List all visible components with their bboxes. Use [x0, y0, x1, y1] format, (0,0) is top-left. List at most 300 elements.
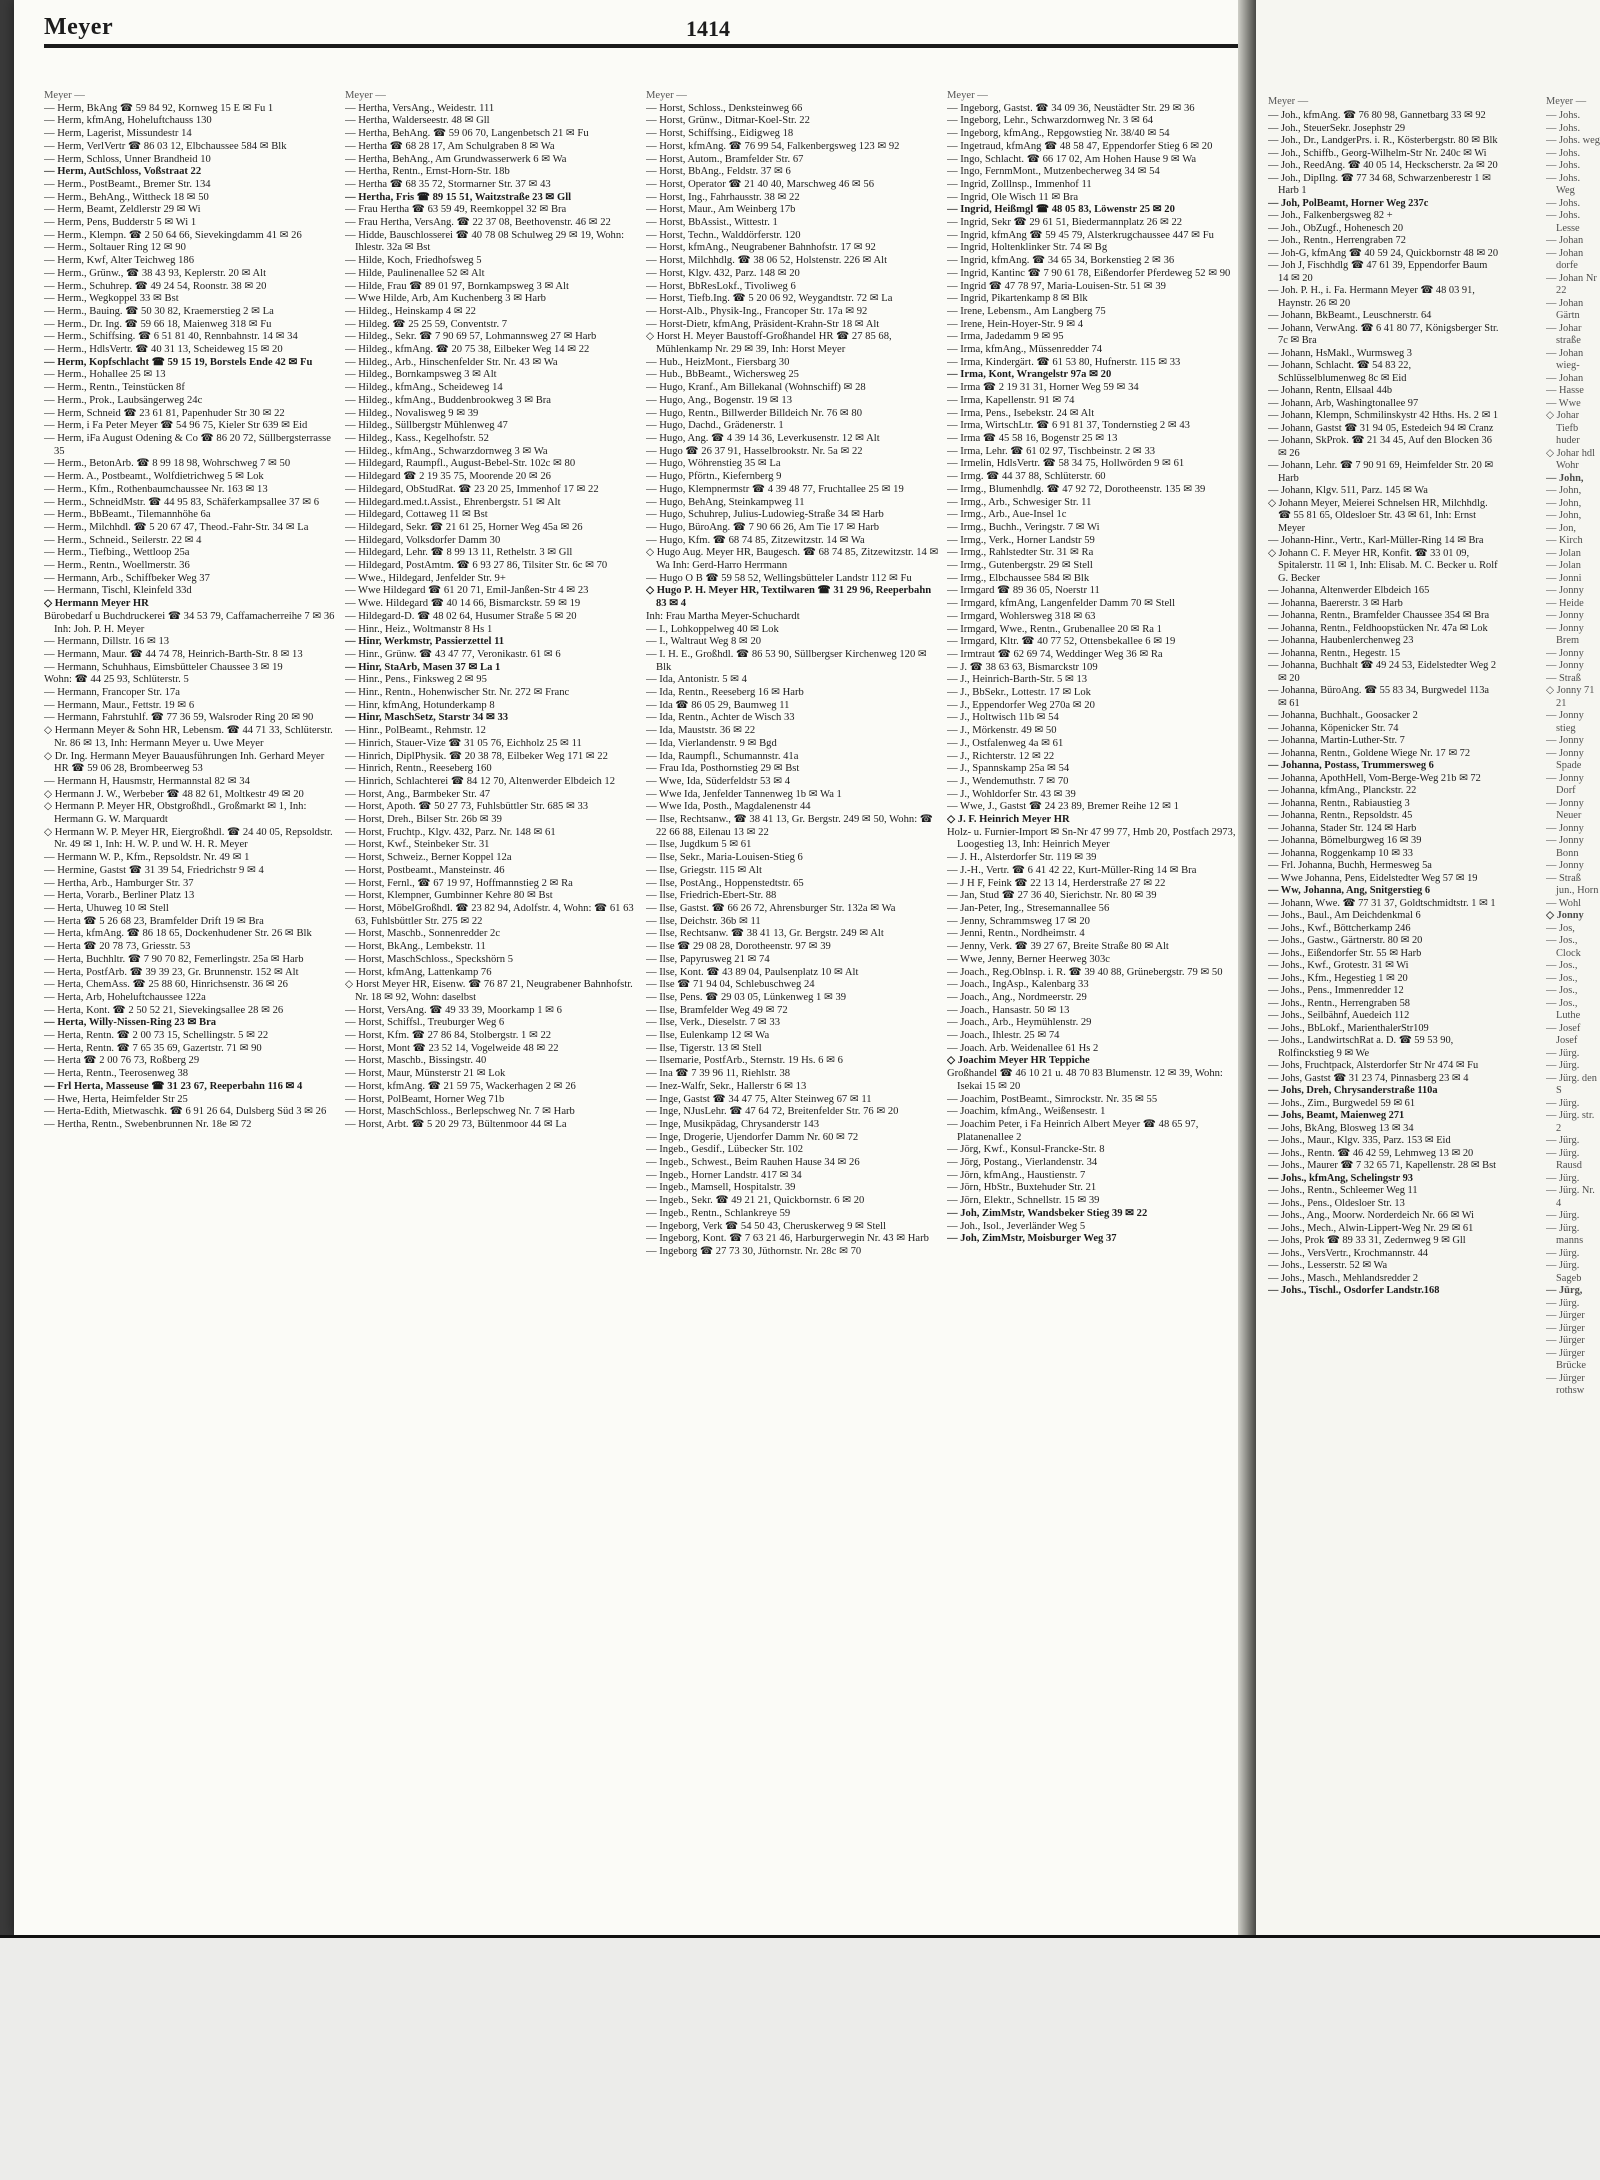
directory-entry: — Ilse, Jugdkum 5 ✉ 61 [646, 839, 752, 851]
directory-entry: ◇ Johar hdl Wohr [1546, 447, 1595, 471]
directory-entry: — Herm., Rentn., Woellmerstr. 36 [44, 560, 190, 572]
directory-entry: — Hildeg., Arb., Hinschenfelder Str. Nr. 43 ✉ Wa [345, 356, 558, 368]
directory-entry: — Herta, Rentn., Teerosenweg 38 [44, 1068, 189, 1080]
directory-entry: — Horst, BbResLokf., Tivoliweg 6 [646, 280, 796, 292]
directory-entry: — J., Wohldorfer Str. 43 ✉ 39 [947, 788, 1076, 800]
directory-entry: — Hermann, Dillstr. 16 ✉ 13 [44, 636, 170, 648]
directory-entry: — J.-H., Vertr. ☎ 6 41 42 22, Kurt-Müller-Ring 14 ✉ Bra [947, 864, 1197, 876]
directory-entry: — Hertha, VersAng., Weidestr. 111 [345, 102, 495, 114]
directory-entry: — Horst, BbAssist., Wittestr. 1 [646, 217, 778, 229]
directory-entry: — Jonny [1546, 735, 1584, 746]
directory-entry: — Irmg., Arb., Schwesiger Str. 11 [947, 496, 1092, 508]
directory-entry: — Joach., Hansastr. 50 ✉ 13 [947, 1004, 1070, 1016]
directory-entry: — Jonny [1546, 610, 1584, 621]
directory-column-1 [44, 90, 339, 1920]
directory-entry: — Hildeg., Sekr. ☎ 7 90 69 57, Lohmannsweg 27 ✉ Harb [345, 331, 597, 343]
directory-entry: — I., Waltraut Weg 8 ✉ 20 [646, 636, 762, 648]
directory-entry: — Ida, Vierlandenstr. 9 ✉ Bgd [646, 737, 777, 749]
directory-entry: — Joach., IngAsp., Kalenbarg 33 [947, 979, 1089, 991]
directory-entry: — Herm, Beamt, Zeldlerstr 29 ✉ Wi [44, 204, 201, 216]
directory-entry: — Hub., HeizMont., Fiersbarg 30 [646, 356, 790, 368]
directory-entry: — Jos., [1546, 985, 1578, 996]
directory-entry: — Josef Josef [1546, 1022, 1581, 1046]
directory-entry: — Hermann, Francoper Str. 17a [44, 687, 180, 699]
directory-entry: — Hinrich, Schlachterei ☎ 84 12 70, Altenwerder Elbdeich 12 [345, 775, 616, 787]
directory-entry: — Johann, SkProk. ☎ 21 34 45, Auf den Blocken 36 ✉ 26 [1268, 435, 1492, 459]
directory-page-right [1256, 0, 1600, 1935]
directory-entry: — Joh., kfmAng. ☎ 76 80 98, Gannetbarg 33 ✉ 92 [1268, 110, 1486, 121]
directory-entry: — Irmg., Buchh., Veringstr. 7 ✉ Wi [947, 521, 1100, 533]
directory-entry: — Joh., Dr., LandgerPrs. i. R., Kösterbergstr. 80 ✉ Blk [1268, 135, 1498, 146]
directory-entry: — Horst, Maschb., Bissingstr. 40 [345, 1055, 487, 1067]
column-head: Meyer — [1268, 96, 1309, 107]
directory-entry: — Joach., Arb., Heymühlenstr. 29 [947, 1017, 1092, 1029]
directory-entry: — Ingrid, Pikartenkamp 8 ✉ Blk [947, 293, 1088, 305]
directory-entry: — Frau Ida, Posthornstieg 29 ✉ Bst [646, 763, 800, 775]
directory-entry: — Horst, kfmAng. ☎ 21 59 75, Wackerhagen 2 ✉ 26 [345, 1080, 576, 1092]
directory-entry: — Frau Hertha, VersAng. ☎ 22 37 08, Beethovenstr. 46 ✉ 22 [345, 217, 611, 229]
directory-entry: — Jos, [1546, 922, 1575, 934]
directory-entry: — Joh., ReedAng. ☎ 40 05 14, Heckscherstr. 2a ✉ 20 [1268, 160, 1498, 171]
directory-entry: — Ilse, Friedrich-Ebert-Str. 88 [646, 890, 777, 902]
directory-entry: — Johs, Dreh, Chrysanderstraße 110a [1268, 1085, 1438, 1096]
directory-entry: — Herm., PostBeamt., Bremer Str. 134 [44, 178, 211, 190]
directory-entry: — Joh, ZimMstr, Moisburger Weg 37 [947, 1233, 1117, 1245]
directory-entry: — Herm, BkAng ☎ 59 84 92, Kornweg 15 E ✉ Fu 1 [44, 102, 274, 114]
directory-entry: — Horst, Kwf., Steinbeker Str. 31 [345, 839, 490, 851]
directory-entry: — Ilse, Griegstr. 115 ✉ Alt [646, 864, 762, 876]
directory-entry: — Johs., Lesserstr. 52 ✉ Wa [1268, 1260, 1388, 1271]
directory-entry: — Ingeb., Mamsell, Hospitalstr. 39 [646, 1182, 796, 1194]
directory-entry: — Johanna, Rentn., Goldene Wiege Nr. 17 ✉ 72 [1268, 747, 1471, 759]
directory-entry: — Inge, NJusLehr. ☎ 47 64 72, Breitenfelder Str. 76 ✉ 20 [646, 1106, 899, 1118]
directory-entry: — Horst, Maschb., Sonnenredder 2c [345, 928, 501, 940]
directory-entry: — Herm., Schiffsing. ☎ 6 51 81 40, Rennbahnstr. 14 ✉ 34 [44, 331, 298, 343]
directory-entry: Inh: Frau Martha Meyer-Schuchardt [646, 610, 800, 622]
directory-entry: — Hildegard, PostAmtm. ☎ 6 93 27 86, Tilsiter Str. 6c ✉ 70 [345, 560, 608, 572]
directory-entry: — Heide [1546, 597, 1584, 609]
directory-entry: — Johan Nr 22 [1546, 272, 1597, 296]
directory-entry: — Johann, Wwe. ☎ 77 31 37, Goldtschmidtstr. 1 ✉ 1 [1268, 897, 1496, 909]
directory-entry: ◇ Hermann W. P. Meyer HR, Eiergroßhdl. ☎ 24 40 05, Repsoldstr. Nr. 49 ✉ 1, Inh: H. W. P. und W. H. R. Meyer [44, 826, 333, 851]
directory-entry: — Herm., BetonArb. ☎ 8 99 18 98, Wohrschweg 7 ✉ 50 [44, 458, 291, 470]
directory-entry: — Herta ☎ 20 78 73, Griesstr. 53 [44, 941, 191, 953]
directory-entry: Holz- u. Furnier-Import ✉ Sn-Nr 47 99 77, Hmb 20, Postfach 2973, Loogestieg 13, Inh: Heinrich Meyer [947, 826, 1236, 851]
directory-entry: — Irmg., Blumenhdlg. ☎ 47 92 72, Dorotheenstr. 135 ✉ 39 [947, 483, 1206, 495]
directory-entry: — Ilse, Papyrusweg 21 ✉ 74 [646, 953, 770, 965]
directory-entry: — Jürg. [1546, 1297, 1580, 1309]
directory-entry: — Jos., Clock [1546, 935, 1581, 959]
directory-entry: — Herta, Willy-Nissen-Ring 23 ✉ Bra [44, 1017, 217, 1029]
directory-entry: — Hugo O B ☎ 59 58 52, Wellingsbütteler Landstr 112 ✉ Fu [646, 572, 912, 584]
directory-entry: — J., Wendemuthstr. 7 ✉ 70 [947, 775, 1069, 787]
directory-entry: — Hildegard ☎ 2 19 35 75, Moorende 20 ✉ 26 [345, 471, 551, 483]
directory-entry: — Hermann, Maur., Fettstr. 19 ✉ 6 [44, 699, 195, 711]
directory-entry: ◇ Hugo P. H. Meyer HR, Textilwaren ☎ 31 29 96, Reeperbahn 83 ✉ 4 [646, 585, 932, 610]
directory-entry: — Johs. [1546, 122, 1581, 134]
directory-entry: — Joh., ObZugf., Hohenesch 20 [1268, 222, 1404, 234]
directory-entry: — Johanna, Baererstr. 3 ✉ Harb [1268, 597, 1403, 609]
directory-entry: — J., Eppendorfer Weg 270a ✉ 20 [947, 699, 1095, 711]
directory-entry: — Ilse, Bramfelder Weg 49 ✉ 72 [646, 1004, 788, 1016]
directory-entry: — Horst, Autom., Bramfelder Str. 67 [646, 153, 804, 165]
directory-entry: — Johs., Maur., Klgv. 335, Parz. 153 ✉ Eid [1268, 1135, 1451, 1146]
directory-entry: — Hildeg., kfmAng. ☎ 20 75 38, Eilbeker Weg 14 ✉ 22 [345, 344, 590, 356]
directory-entry: — Johs., Ang., Moorw. Norderdeich Nr. 66 ✉ Wi [1268, 1210, 1474, 1221]
column-head: Meyer — [345, 90, 386, 101]
directory-entry: — Jürger Brücke [1546, 1347, 1587, 1371]
directory-entry: — Johs., Seilbähnf, Auedeich 112 [1268, 1010, 1410, 1021]
directory-entry: — Ingeb., Horner Landstr. 417 ✉ 34 [646, 1169, 802, 1181]
directory-entry: — Johann, BkBeamt., Leuschnerstr. 64 [1268, 310, 1432, 321]
directory-entry: — Johs., Eißendorfer Str. 55 ✉ Harb [1268, 947, 1422, 959]
directory-entry: — J. ☎ 38 63 63, Bismarckstr 109 [947, 661, 1098, 673]
directory-entry: — Johanna, Altenwerder Elbdeich 165 [1268, 585, 1430, 596]
directory-entry: — Jürg. str. 2 [1546, 1110, 1595, 1134]
directory-entry: — Herm., Schneid., Seilerstr. 22 ✉ 4 [44, 534, 202, 546]
directory-entry: — Ingeborg ☎ 27 73 30, Jüthornstr. Nr. 28c ✉ 70 [646, 1245, 862, 1257]
directory-entry: — Hugo, Kfm. ☎ 68 74 85, Zitzewitzstr. 14 ✉ Wa [646, 534, 865, 546]
directory-entry: — Hilde, Paulinenallee 52 ✉ Alt [345, 267, 485, 279]
directory-entry: — Horst, MöbelGroßhdl. ☎ 23 82 94, Adolfstr. 4, Wohn: ☎ 61 63 63, Fuhlsbüttler Str. 275 ✉ 22 [345, 903, 634, 927]
directory-entry: — Johanna, ApothHell, Vom-Berge-Weg 21b ✉ 72 [1268, 772, 1481, 784]
directory-entry: — Johs. [1546, 147, 1581, 159]
directory-entry: — Straß [1546, 672, 1581, 684]
directory-entry: — John, [1546, 485, 1582, 496]
directory-entry: — Irma, Kindergärt. ☎ 61 53 80, Hufnerstr. 115 ✉ 33 [947, 356, 1181, 368]
directory-entry: — Johs. [1546, 160, 1581, 171]
directory-entry: — Horst, MaschSchloss., Berlepschweg Nr. 7 ✉ Harb [345, 1106, 575, 1118]
directory-entry: — Irmgard ☎ 89 36 05, Noerstr 11 [947, 585, 1100, 597]
directory-entry: — Johs. weg [1546, 135, 1600, 146]
directory-entry: — Joh., Rentn., Herrengraben 72 [1268, 235, 1406, 246]
directory-entry: — Ida, Antonistr. 5 ✉ 4 [646, 674, 747, 686]
directory-entry: — Ingeb., Sekr. ☎ 49 21 21, Quickbornstr. 6 ✉ 20 [646, 1195, 865, 1207]
directory-entry: — Hinr., Heiz., Woltmanstr 8 Hs 1 [345, 623, 493, 635]
directory-entry: — Irmg., Arb., Aue-Insel 1c [947, 509, 1067, 521]
directory-entry: — Hildeg., Heinskamp 4 ✉ 22 [345, 305, 476, 317]
directory-entry: — Ingeborg, Lehr., Schwarzdornweg Nr. 3 ✉ 64 [947, 115, 1154, 127]
directory-entry: — Horst, Ang., Barmbeker Str. 47 [345, 788, 491, 800]
directory-entry: — Herm., Tiefbing., Wettloop 25a [44, 547, 190, 559]
directory-entry: — Hinrich, DiplPhysik. ☎ 20 38 78, Eilbeker Weg 171 ✉ 22 [345, 750, 608, 762]
directory-entry: — Irmgard, Wwe., Rentn., Grubenallee 20 ✉ Ra 1 [947, 623, 1162, 635]
directory-entry: — Johs., Masch., Mehlandsredder 2 [1268, 1272, 1419, 1284]
directory-entry: — J., Mörkenstr. 49 ✉ 50 [947, 725, 1057, 737]
directory-entry: — Ilse, Pens. ☎ 29 03 05, Lünkenweg 1 ✉ 39 [646, 991, 847, 1003]
directory-entry: — Johan [1546, 372, 1584, 384]
directory-entry: — Herm, kfmAng, Hoheluftchauss 130 [44, 115, 212, 127]
directory-entry: — Hildeg., kfmAng., Schwarzdornweg 3 ✉ Wa [345, 445, 548, 457]
directory-entry: — Kirch [1546, 535, 1583, 546]
directory-entry: — J., Ostfalenweg 4a ✉ 61 [947, 737, 1064, 749]
directory-entry: — Hugo, BüroAng. ☎ 7 90 66 26, Am Tie 17 ✉ Harb [646, 521, 880, 533]
directory-entry: — Hildegard.med.t.Assist., Ehrenbergstr. 51 ✉ Alt [345, 496, 561, 508]
directory-entry: — Hugo ☎ 26 37 91, Hasselbrookstr. Nr. 5a ✉ 22 [646, 445, 863, 457]
directory-entry: — Wohl [1546, 897, 1582, 909]
directory-entry: — Hildegard, Sekr. ☎ 21 61 25, Horner Weg 45a ✉ 26 [345, 521, 583, 533]
directory-entry: — Hinr., Pens., Finksweg 2 ✉ 95 [345, 674, 487, 686]
directory-entry: — Ingeb., Gesdif., Lübecker Str. 102 [646, 1144, 804, 1156]
directory-entry: — Joh., SteuerSekr. Josephstr 29 [1268, 122, 1406, 134]
directory-entry: — Herm, Lagerist, Missundestr 14 [44, 128, 192, 140]
directory-entry: — Jürg. [1546, 1247, 1580, 1259]
directory-entry: — Johs., Kfm., Hegestieg 1 ✉ 20 [1268, 972, 1408, 984]
directory-entry: — Joh, ZimMstr, Wandsbeker Stieg 39 ✉ 22 [947, 1207, 1148, 1219]
directory-column-6 [1546, 110, 1600, 1910]
directory-entry: — Irmg., Rahlstedter Str. 31 ✉ Ra [947, 547, 1094, 559]
directory-entry: — Herta ☎ 5 26 68 23, Bramfelder Drift 19 ✉ Bra [44, 915, 264, 927]
directory-entry: — Herta, Kont. ☎ 2 50 52 21, Sievekingsallee 28 ✉ 26 [44, 1004, 284, 1016]
directory-entry: — Irmelin, HdlsVertr. ☎ 58 34 75, Hollwörden 9 ✉ 61 [947, 458, 1185, 470]
directory-entry: — Jan-Peter, Ing., Stresemannallee 56 [947, 903, 1110, 914]
directory-entry: — Ingeb., Schwest., Beim Rauhen Hause 34 ✉ 26 [646, 1157, 860, 1169]
directory-entry: ◇ Hugo Aug. Meyer HR, Baugesch. ☎ 68 74 85, Zitzewitzstr. 14 ✉ Wa Inh: Gerd-Harro Herrmann [646, 547, 939, 572]
directory-entry: — Ilse, Rechtsanw., ☎ 38 41 13, Gr. Bergstr. 249 ✉ 50, Wohn: ☎ 22 66 88, Eilenau 13 ✉ 22 [646, 814, 933, 838]
directory-entry: — Horst, Fruchtp., Klgv. 432, Parz. Nr. 148 ✉ 61 [345, 826, 556, 838]
directory-entry: — Herm, Schneid ☎ 23 61 81, Papenhuder Str 30 ✉ 22 [44, 407, 285, 419]
directory-entry: — Inge, Gastst ☎ 34 47 75, Alter Steinweg 67 ✉ 11 [646, 1093, 872, 1105]
directory-entry: — Ingetraud, kfmAng ☎ 48 58 47, Eppendorfer Stieg 6 ✉ 20 [947, 140, 1213, 152]
directory-entry: — Herm., Soltauer Ring 12 ✉ 90 [44, 242, 186, 254]
directory-entry: — Hildeg., kfmAng., Scheideweg 14 [345, 382, 503, 394]
directory-entry: — Johs., Rentn. ☎ 46 42 59, Lehmweg 13 ✉ 20 [1268, 1147, 1474, 1159]
directory-entry: Großhandel ☎ 46 10 21 u. 48 70 83 Blumenstr. 12 ✉ 39, Wohn: Isekai 15 ✉ 20 [947, 1068, 1223, 1092]
directory-entry: — Hildeg., Süllbergstr Mühlenweg 47 [345, 420, 508, 432]
directory-entry: — Horst, Fernl., ☎ 67 19 97, Hoffmannstieg 2 ✉ Ra [345, 877, 573, 889]
directory-entry: — Wwe, Jenny, Berner Heerweg 303c [947, 953, 1110, 965]
directory-entry: — Johanna, Rentn., Rabiaustieg 3 [1268, 797, 1410, 809]
column-head: Meyer — [1546, 96, 1587, 107]
directory-entry: — Johan wieg- [1546, 347, 1584, 371]
directory-entry: — Jonni [1546, 572, 1582, 584]
directory-entry: — Joh., DipIlng. ☎ 77 34 68, Schwarzenberestr 1 ✉ Harb 1 [1268, 172, 1491, 196]
directory-entry: — Herm., Wegkoppel 33 ✉ Bst [44, 293, 179, 305]
directory-entry: — Hugo, Ang. ☎ 4 39 14 36, Leverkusenstr. 12 ✉ Alt [646, 432, 880, 444]
directory-entry: — J., Spannskamp 25a ✉ 54 [947, 763, 1070, 775]
directory-entry: — Hermann, Tischl, Kleinfeld 33d [44, 585, 192, 597]
directory-entry: — John, [1546, 472, 1584, 484]
directory-entry: — Hildegard, ObStudRat. ☎ 23 20 25, Immenhof 17 ✉ 22 [345, 483, 599, 495]
directory-entry: — Hermann, Maur. ☎ 44 74 78, Heinrich-Barth-Str. 8 ✉ 13 [44, 648, 303, 660]
directory-entry: — Ilse, Tigerstr. 13 ✉ Stell [646, 1042, 762, 1054]
directory-entry: — Irma, Kapellenstr. 91 ✉ 74 [947, 394, 1075, 406]
directory-entry: — Hertha, BehAng., Am Grundwasserwerk 6 ✉ Wa [345, 153, 567, 165]
directory-entry: — Irmgard, Kltr. ☎ 40 77 52, Ottensbekallee 6 ✉ 19 [947, 636, 1176, 648]
directory-entry: — Johann, VerwAng. ☎ 6 41 80 77, Königsberger Str. 7c ✉ Bra [1268, 322, 1499, 346]
directory-entry: — Hermann, Fahrstuhlf. ☎ 77 36 59, Walsroder Ring 20 ✉ 90 [44, 712, 314, 724]
directory-entry: — Jürg. Nr. 4 [1546, 1185, 1595, 1209]
directory-entry: — Joachim, kfmAng., Weißensestr. 1 [947, 1106, 1106, 1118]
directory-entry: — Johanna, Rentn., Hegestr. 15 [1268, 647, 1401, 659]
directory-entry: — Johs., Kwf., Böttcherkamp 246 [1268, 922, 1411, 934]
directory-entry: — Johann, HsMakl., Wurmsweg 3 [1268, 347, 1412, 359]
directory-entry: — Herm., Bauing. ☎ 50 30 82, Kraemerstieg 2 ✉ La [44, 305, 274, 317]
directory-entry: — Johanna, Köpenicker Str. 74 [1268, 722, 1399, 734]
directory-entry: — Ingrid, Heißmgl ☎ 48 05 83, Löwenstr 25 ✉ 20 [947, 204, 1175, 216]
directory-entry: — Wwe, Ida, Süderfeldstr 53 ✉ 4 [646, 775, 791, 787]
column-head: Meyer — [646, 90, 687, 101]
directory-entry: — J. H., Alsterdorfer Str. 119 ✉ 39 [947, 852, 1097, 864]
directory-entry: — Ingeborg, Gastst. ☎ 34 09 36, Neustädter Str. 29 ✉ 36 [947, 102, 1195, 114]
directory-entry: — Johann, Lehr. ☎ 7 90 91 69, Heimfelder Str. 20 ✉ Harb [1268, 460, 1494, 484]
directory-entry: — Hildegard, Volksdorfer Damm 30 [345, 534, 501, 546]
directory-entry: — Irene, Hein-Hoyer-Str. 9 ✉ 4 [947, 318, 1084, 330]
directory-entry: — Joh., Isol., Jeverländer Weg 5 [947, 1220, 1086, 1232]
directory-entry: — Horst, Klgv. 432, Parz. 148 ✉ 20 [646, 267, 800, 279]
directory-entry: — Herm, iFa August Odening & Co ☎ 86 20 72, Süllbergsterrasse 35 [44, 432, 331, 457]
directory-entry: Wohn: ☎ 44 25 93, Schlüterstr. 5 [44, 674, 189, 686]
directory-entry: — Hildegard, Lehr. ☎ 8 99 13 11, Rethelstr. 3 ✉ Gll [345, 547, 573, 559]
directory-entry: — Horst-Dietr, kfmAng, Präsident-Krahn-Str 18 ✉ Alt [646, 318, 880, 330]
directory-entry: — Jürg. [1546, 1097, 1580, 1109]
directory-entry: — Irma, WirtschLtr. ☎ 6 91 81 37, Tondernstieg 2 ✉ 43 [947, 420, 1190, 432]
directory-entry: — Jonny Neuer [1546, 797, 1584, 821]
directory-entry: — Johs, Gastst ☎ 31 23 74, Pinnasberg 23 ✉ 4 [1268, 1072, 1469, 1084]
directory-entry: — Herta, Vorarb., Berliner Platz 13 [44, 890, 195, 902]
directory-entry: — Horst, Ing., Fahrhausstr. 38 ✉ 22 [646, 191, 800, 203]
directory-entry: — Joh., Falkenbergsweg 82 + [1268, 210, 1393, 221]
directory-entry: ◇ Jonny 71 21 [1546, 685, 1595, 709]
directory-entry: — Hildegard-D. ☎ 48 02 64, Husumer Straße 5 ✉ 20 [345, 610, 577, 622]
directory-entry: — Horst, kfmAng., Neugrabener Bahnhofstr. 17 ✉ 92 [646, 242, 876, 254]
directory-column-5 [1268, 110, 1500, 1910]
directory-entry: — Horst, Tiefb.Ing. ☎ 5 20 06 92, Weygandtstr. 72 ✉ La [646, 293, 893, 305]
directory-entry: — Frau Hertha ☎ 63 59 49, Reemkoppel 32 ✉ Bra [345, 204, 567, 216]
directory-entry: ◇ Johar Tiefb huder [1546, 410, 1580, 446]
directory-entry: — Johs., Zim., Burgwedel 59 ✉ 61 [1268, 1097, 1416, 1109]
directory-entry: — Jonny [1546, 585, 1584, 596]
directory-entry: — Hugo, Wöhrenstieg 35 ✉ La [646, 458, 781, 470]
directory-entry: — Jenni, Rentn., Nordheimstr. 4 [947, 928, 1085, 940]
directory-entry: — Herm., Hohallee 25 ✉ 13 [44, 369, 166, 381]
directory-entry: — Hugo, Kranf., Am Billekanal (Wohnschiff) ✉ 28 [646, 382, 866, 394]
directory-entry: — Hugo, Ang., Bogenstr. 19 ✉ 13 [646, 394, 793, 406]
directory-entry: — Horst, Dreh., Bilser Str. 26b ✉ 39 [345, 814, 502, 826]
directory-entry: — Jörg, Postang., Vierlandenstr. 34 [947, 1157, 1098, 1169]
directory-entry: ◇ Horst H. Meyer Baustoff-Großhandel HR ☎ 27 85 68, Mühlenkamp Nr. 29 ✉ 39, Inh: Horst Meyer [646, 331, 892, 356]
directory-entry: — Herm., HdlsVertr. ☎ 40 31 13, Scheideweg 15 ✉ 20 [44, 344, 283, 356]
directory-entry: — Hermann W. P., Kfm., Repsoldstr. Nr. 49 ✉ 1 [44, 852, 250, 864]
directory-entry: — Hugo, Schuhrep, Julius-Ludowieg-Straße 34 ✉ Harb [646, 509, 884, 521]
directory-entry: — Hugo, BehAng, Steinkampweg 11 [646, 496, 805, 508]
directory-entry: — Ingrid, Sekr ☎ 29 61 51, Biedermannplatz 26 ✉ 22 [947, 217, 1183, 229]
directory-entry: — Hildegard, Raumpfl., August-Bebel-Str. 102c ✉ 80 [345, 458, 576, 470]
directory-entry: — Ina ☎ 7 39 96 11, Riehlstr. 38 [646, 1068, 791, 1080]
directory-entry: — J., Heinrich-Barth-Str. 5 ✉ 13 [947, 674, 1088, 686]
directory-entry: — Herta ☎ 2 00 76 73, Roßberg 29 [44, 1055, 200, 1067]
directory-entry: — Johs., Tischl., Osdorfer Landstr.168 [1268, 1285, 1440, 1296]
directory-entry: — Jürger [1546, 1310, 1585, 1321]
directory-entry: — Wwe. Hildegard ☎ 40 14 66, Bismarckstr. 59 ✉ 19 [345, 598, 581, 610]
directory-entry: — Herm., SchneidMstr. ☎ 44 95 83, Schäferkampsallee 37 ✉ 6 [44, 496, 320, 508]
directory-entry: — Herm, Kwf, Alter Teichweg 186 [44, 255, 194, 267]
directory-entry: — Hermann H, Hausmstr, Hermannstal 82 ✉ 34 [44, 775, 250, 787]
directory-entry: — Jonny stieg [1546, 710, 1584, 734]
directory-entry: — Herta-Edith, Mietwaschk. ☎ 6 91 26 64, Dulsberg Süd 3 ✉ 26 [44, 1106, 327, 1118]
directory-entry: — I., Lohkoppelweg 40 ✉ Lok [646, 623, 779, 635]
directory-entry: — Johs. [1546, 110, 1581, 121]
directory-entry: — Johan Gärtn [1546, 297, 1584, 321]
directory-entry: — Ida, Rentn., Achter de Wisch 33 [646, 712, 795, 724]
directory-entry: — Hwe, Herta, Heimfelder Str 25 [44, 1093, 188, 1105]
directory-entry: — Johanna, Martin-Luther-Str. 7 [1268, 735, 1405, 746]
directory-entry: — Hertha, Rentn., Swebenbrunnen Nr. 18e ✉ 72 [44, 1118, 252, 1130]
directory-entry: — Horst, Grünw., Ditmar-Koel-Str. 22 [646, 115, 810, 127]
directory-entry: — Hinr, Werkmstr, Passierzettel 11 [345, 636, 505, 648]
page-number: 1414 [686, 16, 730, 41]
directory-entry: — Ilse, Kont. ☎ 43 89 04, Paulsenplatz 10 ✉ Alt [646, 966, 859, 978]
directory-entry: — Herm., Milchhdl. ☎ 5 20 67 47, Theod.-Fahr-Str. 34 ✉ La [44, 521, 309, 533]
directory-entry: ◇ Johann Meyer, Meierei Schnelsen HR, Milchhdlg. ☎ 55 81 65, Oldesloer Str. 43 ✉ 61, Inh: Ernst Meyer [1268, 497, 1488, 534]
directory-entry: — John, [1546, 510, 1582, 521]
directory-entry: — Irma ☎ 2 19 31 31, Horner Weg 59 ✉ 34 [947, 382, 1139, 394]
directory-entry: — Ingeborg, Verk ☎ 54 50 43, Cheruskerweg 9 ✉ Stell [646, 1220, 886, 1232]
directory-entry: — Irmg., Elbchaussee 584 ✉ Blk [947, 572, 1090, 584]
directory-entry: — Jonny Spade [1546, 747, 1584, 771]
directory-entry: — Joh., Schiffb., Georg-Wilhelm-Str Nr. 240c ✉ Wi [1268, 147, 1487, 159]
directory-entry: — Wwe Ida, Posth., Magdalenenstr 44 [646, 801, 811, 813]
directory-entry: ◇ Dr. Ing. Hermann Meyer Bauausführungen Inh. Gerhard Meyer HR ☎ 59 06 28, Brombeerweg 53 [44, 750, 325, 775]
directory-entry: — Ida, Rentn., Reeseberg 16 ✉ Harb [646, 687, 804, 699]
directory-entry: — Johs., Pens., Immenredder 12 [1268, 985, 1404, 996]
directory-entry: — Johanna, Rentn., Repsoldstr. 45 [1268, 810, 1413, 821]
directory-entry: — Irmgard, Wohlersweg 318 ✉ 63 [947, 610, 1096, 622]
directory-entry: — Ilse ☎ 29 08 28, Dorotheenstr. 97 ✉ 39 [646, 941, 831, 953]
directory-entry: — Horst, Maur, Münsterstr 21 ✉ Lok [345, 1068, 506, 1080]
directory-entry: — Wwe [1546, 397, 1581, 409]
directory-entry: — Hildegard, Cottaweg 11 ✉ Bst [345, 509, 488, 521]
directory-entry: — Hermine, Gastst ☎ 31 39 54, Friedrichstr 9 ✉ 4 [44, 864, 264, 876]
directory-entry: — Horst, Arbt. ☎ 5 20 29 73, Bültenmoor 44 ✉ La [345, 1118, 567, 1130]
directory-entry: — Frl. Johanna, Buchh, Hermesweg 5a [1268, 860, 1432, 871]
directory-entry: — Johs., VersVertr., Krochmannstr. 44 [1268, 1247, 1428, 1259]
directory-entry: — Inge, Musikpädag, Chrysanderstr 143 [646, 1118, 820, 1130]
directory-entry: — Herta, PostfArb. ☎ 39 39 23, Gr. Brunnenstr. 152 ✉ Alt [44, 966, 299, 978]
directory-entry: — Johs. [1546, 197, 1581, 209]
directory-entry: ◇ Hermann Meyer HR [44, 598, 149, 610]
directory-entry: — Herm, Schloss, Unner Brandheid 10 [44, 153, 211, 165]
directory-entry: — Herm., Grünw., ☎ 38 43 93, Keplerstr. 20 ✉ Alt [44, 267, 267, 279]
directory-entry: — Wwe Ida, Jenfelder Tannenweg 1b ✉ Wa 1 [646, 788, 842, 800]
directory-entry: — Ilse ☎ 71 94 04, Schlebuschweg 24 [646, 979, 815, 991]
directory-entry: — Herm., Klempn. ☎ 2 50 64 66, Sievekingdamm 41 ✉ 26 [44, 229, 302, 241]
running-head: Meyer [44, 14, 114, 40]
directory-entry: — Johanna, Buchhalt., Goosacker 2 [1268, 710, 1418, 721]
directory-entry: — Hertha ☎ 68 35 72, Stormarner Str. 37 ✉ 43 [345, 178, 551, 190]
directory-entry: — Ingrid, Zolllnsp., Immenhof 11 [947, 178, 1092, 190]
directory-entry: — Hinr., PolBeamt., Rehmstr. 12 [345, 725, 486, 737]
directory-entry: — Horst, Schloss., Denksteinweg 66 [646, 102, 803, 114]
directory-entry: — Ingrid, Ole Wisch 11 ✉ Bra [947, 191, 1079, 203]
directory-entry: — Ilse, Sekr., Maria-Louisen-Stieg 6 [646, 852, 803, 864]
directory-entry: — Irma, Lehr. ☎ 61 02 97, Tischbeinstr. 2 ✉ 33 [947, 445, 1156, 457]
directory-entry: — Ingo, Schlacht. ☎ 66 17 02, Am Hohen Hause 9 ✉ Wa [947, 153, 1197, 165]
directory-entry: — Johanna, Bömelburgweg 16 ✉ 39 [1268, 835, 1422, 846]
directory-entry: — J., Holtwisch 11b ✉ 54 [947, 712, 1059, 724]
directory-entry: — Jürg. Rausd [1546, 1147, 1582, 1171]
directory-entry: ◇ Hermann P. Meyer HR, Obstgroßhdl., Großmarkt ✉ 1, Inh: Hermann G. W. Marquardt [44, 801, 307, 826]
directory-entry: — Johs., kfmAng, Schelingstr 93 [1268, 1172, 1414, 1184]
directory-entry: — Jenny, Verk. ☎ 39 27 67, Breite Straße 80 ✉ Alt [947, 941, 1169, 953]
directory-entry: — Johs., LandwirtschRat a. D. ☎ 59 53 90, Rolfinckstieg 9 ✉ We [1268, 1035, 1454, 1059]
directory-entry: — Ilse, PostAng., Hoppenstedtstr. 65 [646, 877, 804, 889]
directory-entry: — Hinr, kfmAng, Hotunderkamp 8 [345, 699, 495, 711]
directory-entry: — Herta, Rentn. ☎ 2 00 73 15, Schellingstr. 5 ✉ 22 [44, 1030, 269, 1042]
directory-entry: — Johann, Gastst ☎ 31 94 05, Estedeich 94 ✉ Cranz [1268, 422, 1494, 434]
directory-entry: — I. H. E., Großhdl. ☎ 86 53 90, Süllbergser Kirchenweg 120 ✉ Blk [646, 648, 927, 673]
directory-entry: — Johar straße [1546, 322, 1582, 346]
